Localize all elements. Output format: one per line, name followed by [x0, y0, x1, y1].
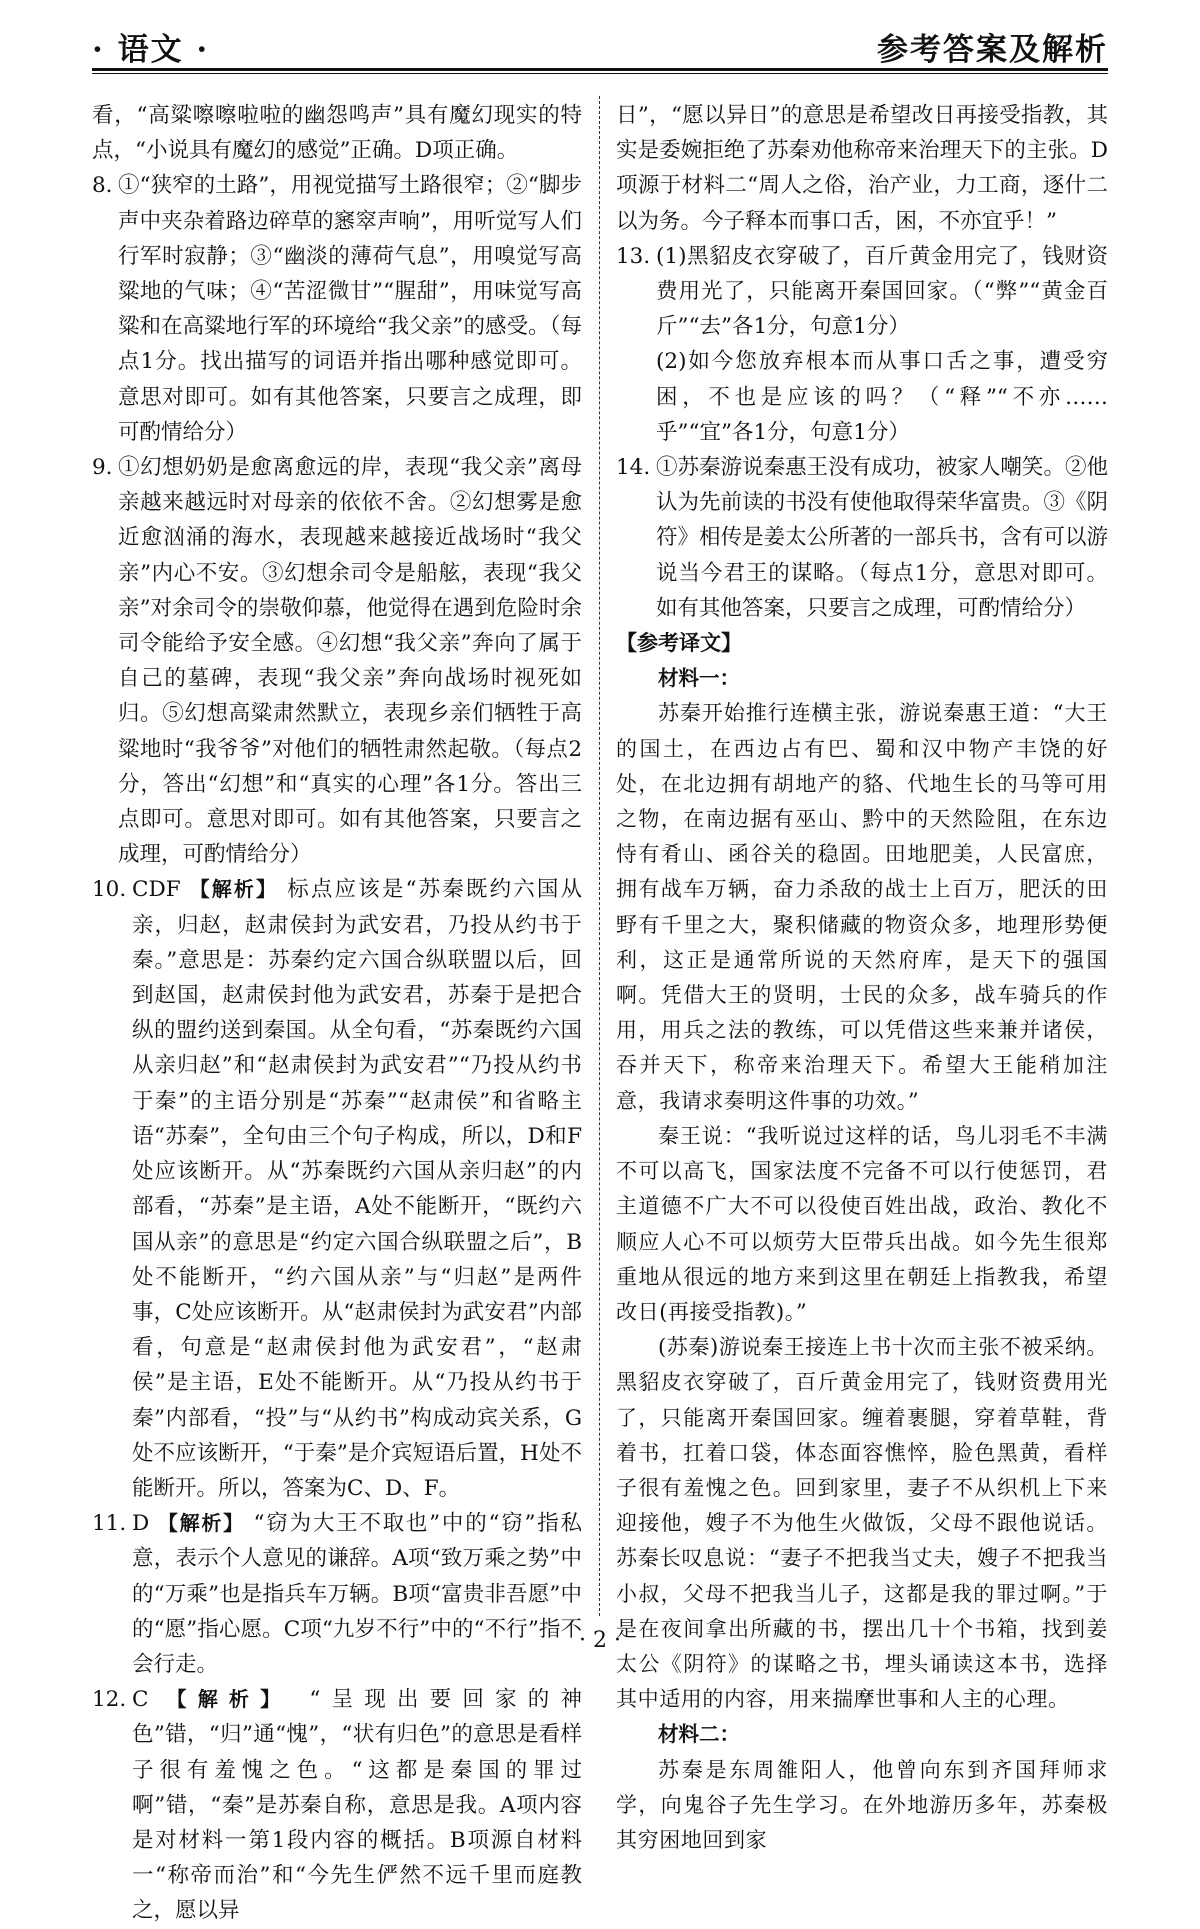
column-divider [599, 96, 600, 1616]
answer-item-12 [92, 1682, 582, 1928]
q7-continuation: 看，“高粱嚓嚓啦啦的幽怨鸣声”具有魔幻现实的特点，“小说具有魔幻的感觉”正确。D项正确。 [92, 103, 582, 164]
analysis-tag: 【解析】 [166, 1687, 292, 1712]
translation-paragraph: 苏秦是东周雒阳人，他曾向东到齐国拜师求学，向鬼谷子先生学习。在外地游历多年，苏秦极其穷困地回到家 [616, 1757, 1108, 1852]
item-text: ①“狭窄的土路”，用视觉描写土路很窄；②“脚步声中夹杂着路边碎草的窸窣声响”，用听觉写人们行军时寂静；③“幽淡的薄荷气息”，用嗅觉写高粱地的气味；④“苦涩微甘”“腥甜”，用味觉写高粱和在高粱地行军的环境给“我父亲”的感受。（每点1分。找出描写的词语并指出哪种感觉即可。意思对即可。如有其他答案，只要言之成理，即可酌情给分） [118, 173, 582, 445]
answer-item-14 [616, 450, 1108, 626]
translation-paragraph: 苏秦开始推行连横主张，游说秦惠王道：“大王的国土，在西边占有巴、蜀和汉中物产丰饶的好处，在北边拥有胡地产的貉、代地生长的马等可用之物，在南边据有巫山、黔中的天然险阻，在东边恃有肴山、函谷关的稳固。田地肥美，人民富庶，拥有战车万辆，奋力杀敌的战士上百万，肥沃的田野有千里之大，聚积储藏的物资众多，地理形势便利，这正是通常所说的天然府库，是天下的强国啊。凭借大王的贤明，士民的众多，战车骑兵的作用，用兵之法的教练，可以凭借这些来兼并诸侯，吞并天下，称帝来治理天下。希望大王能稍加注意，我请求奏明这件事的功效。” [616, 701, 1108, 1113]
page-header [92, 14, 1108, 74]
item-text: 标点应该是“苏秦既约六国从亲，归赵，赵肃侯封为武安君，乃投从约书于秦。”意思是：苏秦约定六国合纵联盟以后，回到赵国，赵肃侯封他为武安君，苏秦于是把合纵的盟约送到秦国。从全句看，“苏秦既约六国从亲归赵”和“赵肃侯封为武安君”“乃投从约书于秦”的主语分别是“苏秦”“赵肃侯”和省略主语“苏秦”，全句由三个句子构成，所以，D和F处应该断开。从“苏秦既约六国从亲归赵”的内部看，“苏秦”是主语，A处不能断开，“既约六国从亲”的意思是“约定六国合纵联盟之后”，B处不能断开，“约六国从亲”与“归赵”是两件事，C处应该断开。从“赵肃侯封为武安君”内部看，句意是“赵肃侯封他为武安君”，“赵肃侯”是主语，E处不能断开。从“乃投从约书于秦”内部看，“投”与“从约书”构成动宾关系，G处不应该断开，“于秦”是介宾短语后置，H处不能断开。所以，答案为C、D、F。 [132, 877, 583, 1501]
item-part-2: (2)如今您放弃根本而从事口舌之事，遭受穷困，不也是应该的吗？（“释”“不亦……乎”“宜”各1分，句意1分） [656, 349, 1108, 445]
answer-item-10 [92, 872, 582, 1506]
item-number: 10. [92, 877, 127, 903]
item-number: 12. [92, 1687, 127, 1713]
item-number: 9. [92, 455, 113, 481]
subject-label: · 语文 · [92, 32, 210, 68]
item-answer: D [132, 1511, 150, 1537]
translation-paragraph: (苏秦)游说秦王接连上书十次而主张不被采纳。黑貂皮衣穿破了，百斤黄金用完了，钱财资费用光了，只能离开秦国回家。缠着裹腿，穿着草鞋，背着书，扛着口袋，体态面容憔悴，脸色黑黄，看样子很有羞愧之色。回到家里，妻子不从织机上下来迎接他，嫂子不为他生火做饭，父母不跟他说话。苏秦长叹息说：“妻子不把我当丈夫，嫂子不把我当小叔，父母不把我当儿子，这都是我的罪过啊。”于是在夜间拿出所藏的书，摆出几十个书箱，找到姜太公《阴符》的谋略之书，埋头诵读这本书，选择其中适用的内容，用来揣摩世事和人主的心理。 [616, 1335, 1108, 1712]
left-column [92, 98, 582, 1929]
q12-continuation: 日”，“愿以异日”的意思是希望改日再接受指教，其实是委婉拒绝了苏秦劝他称帝来治理天下的主张。D项源于材料二“周人之俗，治产业，力工商，逐什二以为务。今子释本而事口舌，困，不亦宜乎！” [616, 103, 1108, 234]
item-text: “窃为大王不取也”中的“窃”指私意，表示个人意见的谦辞。A项“致万乘之势”中的“万乘”也是指兵车万辆。B项“富贵非吾愿”中的“愿”指心愿。C项“九岁不行”中的“不行”指不会行走。 [132, 1511, 583, 1677]
header-rule-thick [92, 68, 1108, 71]
right-column [616, 98, 1108, 1858]
item-part-1: (1)黑貂皮衣穿破了，百斤黄金用完了，钱财资费用光了，只能离开秦国回家。（“弊”“黄金百斤”“去”各1分，句意1分） [656, 243, 1108, 340]
item-number: 8. [92, 173, 113, 199]
answer-item-8 [92, 168, 582, 450]
answer-item-13 [616, 239, 1108, 450]
material-1-heading: 材料一： [658, 666, 740, 691]
item-answer: C [132, 1687, 149, 1713]
item-number: 14. [616, 455, 651, 481]
answer-item-9 [92, 450, 582, 872]
item-answer: CDF [132, 877, 181, 903]
analysis-tag: 【解析】 [189, 877, 279, 902]
item-text: “呈现出要回家的神色”错，“归”通“愧”，“状有归色”的意思是看样子很有羞愧之色。“这都是秦国的罪过啊”错，“秦”是苏秦自称，意思是我。A项内容是对材料一第1段内容的概括。B项源自材料一“称帝而治”和“今先生俨然不远千里而庭教之，愿以异 [132, 1687, 583, 1924]
item-number: 13. [616, 243, 651, 269]
answer-item-11 [92, 1506, 582, 1682]
header-title: 参考答案及解析 [877, 32, 1108, 68]
translation-heading: 【参考译文】 [616, 631, 742, 656]
analysis-tag: 【解析】 [157, 1511, 245, 1536]
material-2-heading: 材料二： [658, 1722, 740, 1747]
header-rule-thin [92, 73, 1108, 74]
translation-paragraph: 秦王说：“我听说过这样的话，鸟儿羽毛不丰满不可以高飞，国家法度不完备不可以行使惩罚，君主道德不广大不可以役使百姓出战，政治、教化不顺应人心不可以烦劳大臣带兵出战。如今先生很郑重地从很远的地方来到这里在朝廷上指教我，希望改日(再接受指教)。” [616, 1123, 1108, 1324]
page-number: · 2 · [579, 1628, 621, 1653]
item-text: ①幻想奶奶是愈离愈远的岸，表现“我父亲”离母亲越来越远时对母亲的依依不舍。②幻想雾是愈近愈汹涌的海水，表现越来越接近战场时“我父亲”内心不安。③幻想余司令是船舷，表现“我父亲”对余司令的崇敬仰慕，他觉得在遇到危险时余司令能给予安全感。④幻想“我父亲”奔向了属于自己的墓碑，表现“我父亲”奔向战场时视死如归。⑤幻想高粱肃然默立，表现乡亲们牺牲于高粱地时“我爷爷”对他们的牺牲肃然起敬。（每点2分，答出“幻想”和“真实的心理”各1分。答出三点即可。意思对即可。如有其他答案，只要言之成理，可酌情给分） [118, 455, 582, 868]
item-number: 11. [92, 1511, 127, 1537]
item-text: ①苏秦游说秦惠王没有成功，被家人嘲笑。②他认为先前读的书没有使他取得荣华富贵。③《阴符》相传是姜太公所著的一部兵书，含有可以游说当今君王的谋略。（每点1分，意思对即可。如有其他答案，只要言之成理，可酌情给分） [656, 455, 1108, 621]
